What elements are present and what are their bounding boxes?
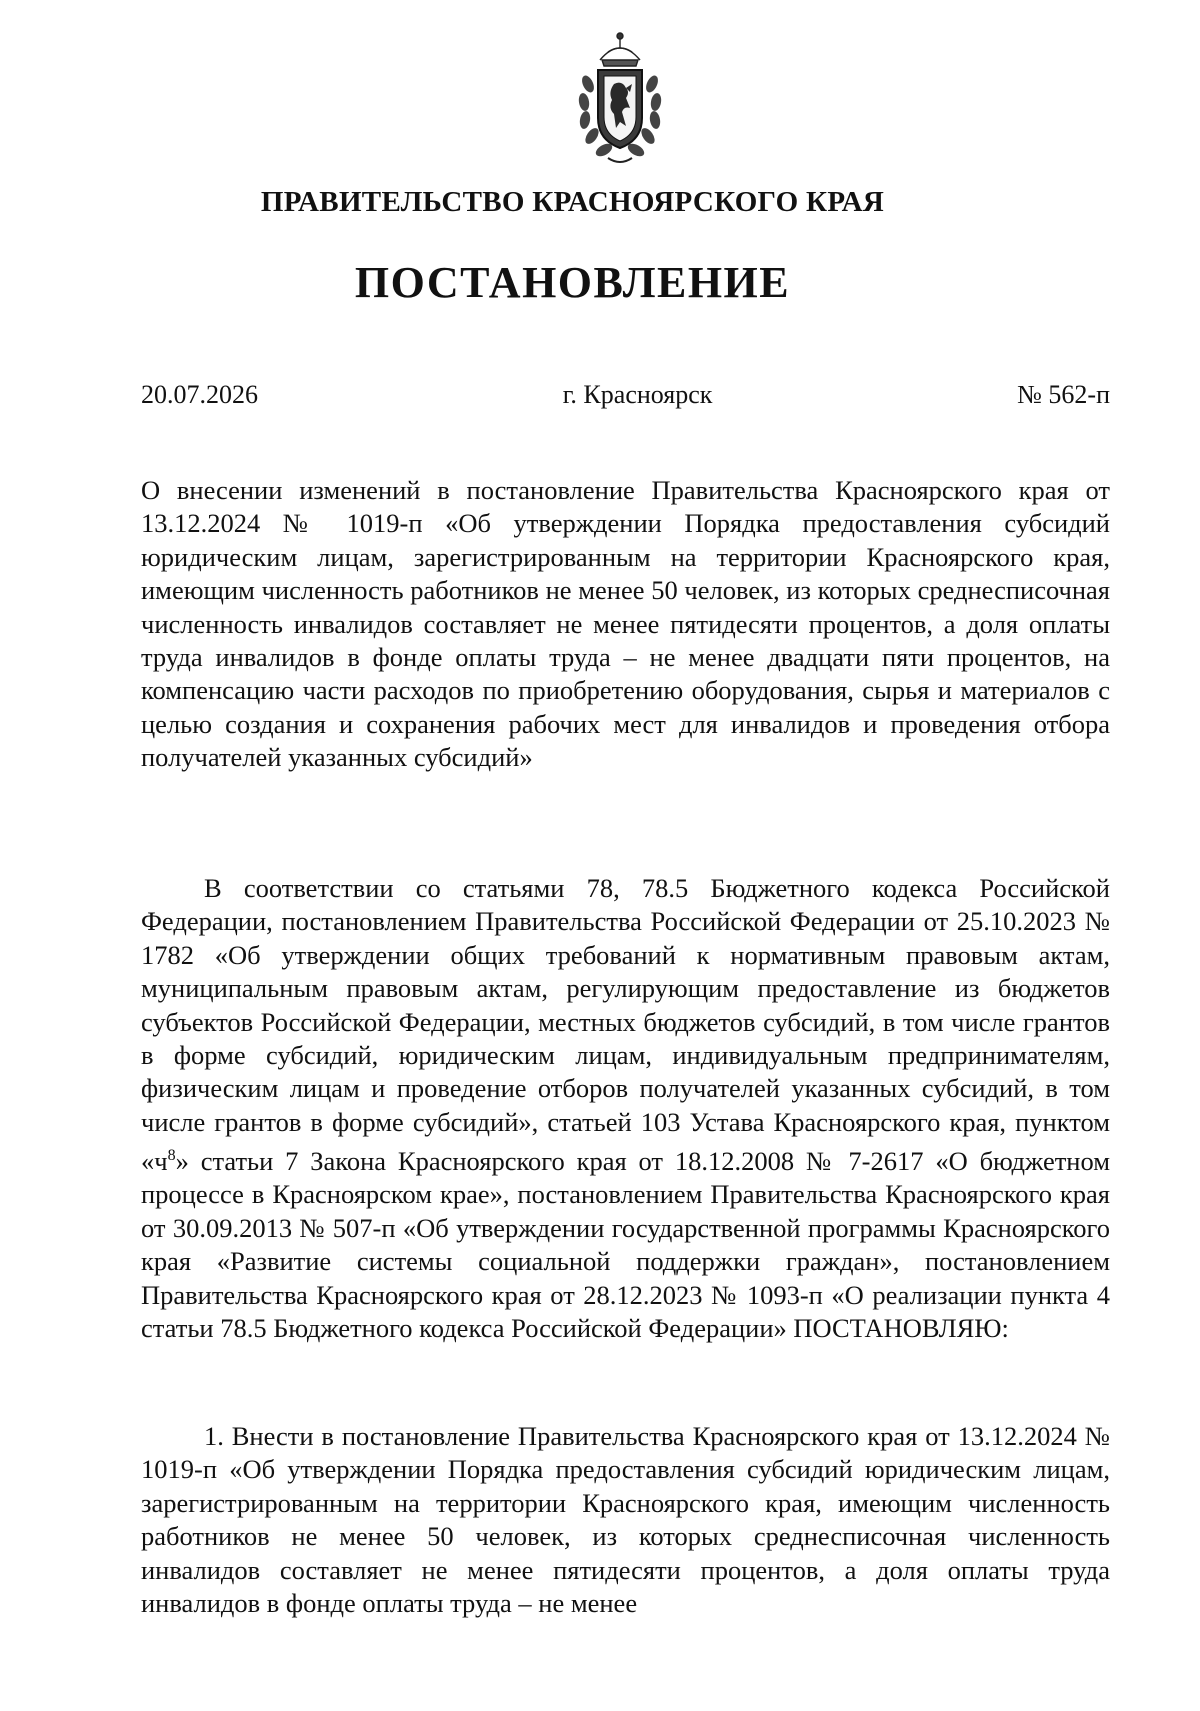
document-subject: [141, 474, 1110, 775]
preamble-text-part-1: В соответствии со статьями 78, 78.5 Бюджетного кодекса Российской Федерации, постановлением Правительства Российской Федерации от 25.10.2023 № 1782 «Об утверждении общих требований к нормативным правовым актам, муниципальным правовым актам, регулирующим предоставление из бюджетов субъектов Российской Федерации, местных бюджетов субсидий, в том числе грантов в форме субсидий, юридическим лицам, индивидуальным предпринимателям, физическим лицам и проведение отборов получателей указанных субсидий, в том числе грантов в форме субсидий», статьей 103 Устава Красноярского края, пунктом «ч: [141, 873, 1110, 1177]
item-1-paragraph: [141, 1420, 1110, 1620]
document-city: г. Красноярск: [562, 380, 713, 409]
preamble-superscript: 8: [167, 1147, 176, 1165]
preamble-text: [141, 872, 1110, 1346]
government-name: ПРАВИТЕЛЬСТВО КРАСНОЯРСКОГО КРАЯ: [260, 186, 885, 218]
coat-of-arms-icon: [564, 22, 676, 172]
document-date: 20.07.2026: [141, 380, 258, 409]
document-number: № 562-п: [1017, 380, 1110, 409]
preamble-text-part-2: » статьи 7 Закона Красноярского края от 18.12.2008 № 7-2617 «О бюджетном процессе в Красноярском крае», постановлением Правительства Красноярского края от 30.09.2013 № 507-п «Об утверждении государственной программы Красноярского края «Развитие системы социальной поддержки граждан», постановлением Правительства Красноярского края от 28.12.2023 № 1093-п «О реализации пункта 4 статьи 78.5 Бюджетного кодекса Российской Федерации» ПОСТАНОВЛЯЮ:: [141, 1146, 1110, 1344]
subject-text: О внесении изменений в постановление Правительства Красноярского края от 13.12.2024 № 1019-п «Об утверждении Порядка предоставления субсидий юридическим лицам, зарегистрированным на территории Красноярского края, имеющим численность работников не менее 50 человек, из которых среднесписочная численность инвалидов составляет не менее пятидесяти процентов, а доля оплаты труда инвалидов в фонде оплаты труда – не менее двадцати пяти процентов, на компенсацию части расходов по приобретению оборудования, сырья и материалов с целью создания и сохранения рабочих мест для инвалидов и проведения отбора получателей указанных субсидий»: [141, 475, 1110, 773]
preamble-paragraph: [141, 872, 1110, 1346]
document-type-title: ПОСТАНОВЛЕНИЕ: [354, 258, 791, 307]
document-meta-row: [141, 380, 1110, 410]
item-1-text: 1. Внести в постановление Правительства Красноярского края от 13.12.2024 № 1019-п «Об утверждении Порядка предоставления субсидий юридическим лицам, зарегистрированным на территории Красноярского края, имеющим численность работников не менее 50 человек, из которых среднесписочная численность инвалидов составляет не менее пятидесяти процентов, а доля оплаты труда инвалидов в фонде оплаты труда – не менее: [141, 1421, 1110, 1619]
